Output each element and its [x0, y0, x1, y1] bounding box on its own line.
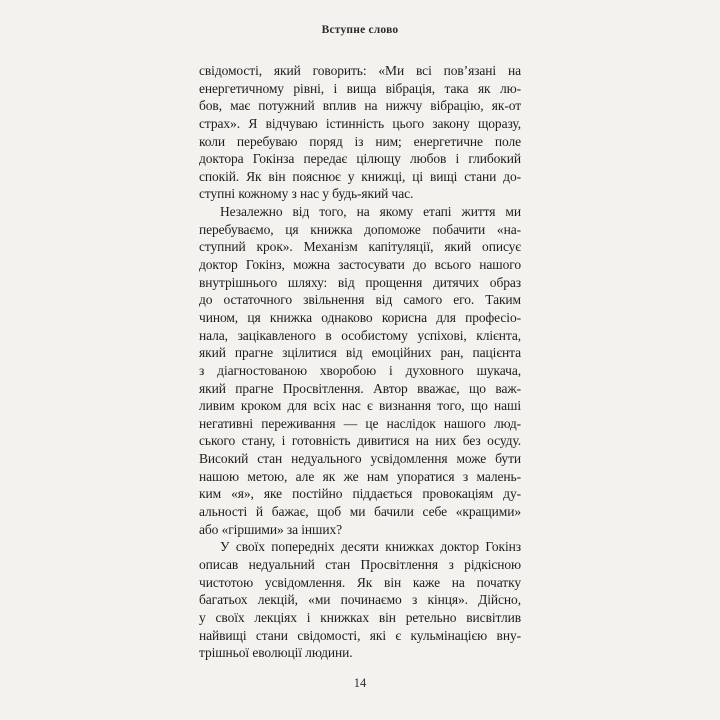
text-line: бов, має потужний вплив на нижчу вібрацію, як-от [199, 98, 521, 114]
text-line: нашою метою, але як же нам упоратися з малень- [199, 468, 521, 484]
text-line: негативні переживання — це наслідок нашого люд- [199, 415, 521, 431]
text-line: Незалежно від того, на якому етапі життя ми [220, 204, 521, 220]
paragraph [199, 203, 521, 538]
text-line: трішньої еволюції людини. [199, 645, 353, 661]
page-number: 14 [353, 676, 367, 690]
text-line: альності й бажає, щоб ми бачили себе «кращими» [199, 504, 521, 520]
text-line: перебуваємо, ця книжка допоможе побачити «на- [199, 221, 521, 237]
text-line: з діагностованою хворобою і духовного шукача, [199, 362, 521, 378]
paragraph [199, 62, 521, 203]
text-line: енергетичному рівні, і вища вібрація, така як лю- [199, 80, 521, 96]
page-header: Вступне слово [321, 24, 399, 36]
text-line: доктора Гокінза передає цілющу любов і глибокий [199, 151, 521, 167]
text-line: коли перебуваю поряд із ним; енергетичне поле [199, 133, 521, 149]
text-line: нала, зацікавленого в особистому успіхові, клієнта, [199, 327, 521, 343]
text-line: який прагне Просвітлення. Автор вважає, що важ- [199, 380, 521, 396]
text-line: ступні кожному з нас у будь-який час. [199, 186, 414, 202]
text-line: ким «я», яке постійно піддається провокаціям ду- [199, 486, 521, 502]
text-line: доктор Гокінз, можна застосувати до всього нашого [199, 257, 521, 273]
text-line: найвищі стани свідомості, які є кульмінацією вну- [199, 627, 521, 643]
paragraph [199, 538, 521, 661]
text-line: страх». Я відчуваю істинність цього закону щоразу, [199, 115, 521, 131]
body-text [199, 62, 521, 662]
text-line: багатьох лекцій, «ми починаємо з кінця». Дійсно, [199, 592, 521, 608]
text-line: ступний крок». Механізм капітуляції, який описує [199, 239, 521, 255]
text-line: до остаточного звільнення від самого его. Таким [199, 292, 521, 308]
text-line: або «гіршими» за інших? [199, 521, 343, 537]
text-line: описав недуальний стан Просвітлення з рідкісною [199, 556, 521, 572]
text-line: чином, ця книжка однаково корисна для професіо- [199, 309, 521, 325]
text-line: чистотою усвідомлення. Як він каже на початку [199, 574, 521, 590]
text-line: внутрішнього шляху: від прощення дитячих образ [199, 274, 521, 290]
text-line: Високий стан недуального усвідомлення може бути [199, 451, 521, 467]
text-line: який прагне зцілитися від емоційних ран, пацієнта [199, 345, 521, 361]
text-line: ського стану, і готовність дивитися на них без осуду. [199, 433, 521, 449]
text-line: свідомості, який говорить: «Ми всі пов’язані на [199, 63, 521, 78]
text-line: ливим кроком для всіх нас є визнання того, що наші [199, 398, 521, 414]
text-line: у своїх лекціях і книжках він ретельно висвітлив [199, 609, 521, 625]
text-line: У своїх попередніх десяти книжках доктор Гокінз [220, 539, 521, 555]
text-line: спокій. Як він пояснює у книжці, ці вищі стани до- [199, 168, 521, 184]
